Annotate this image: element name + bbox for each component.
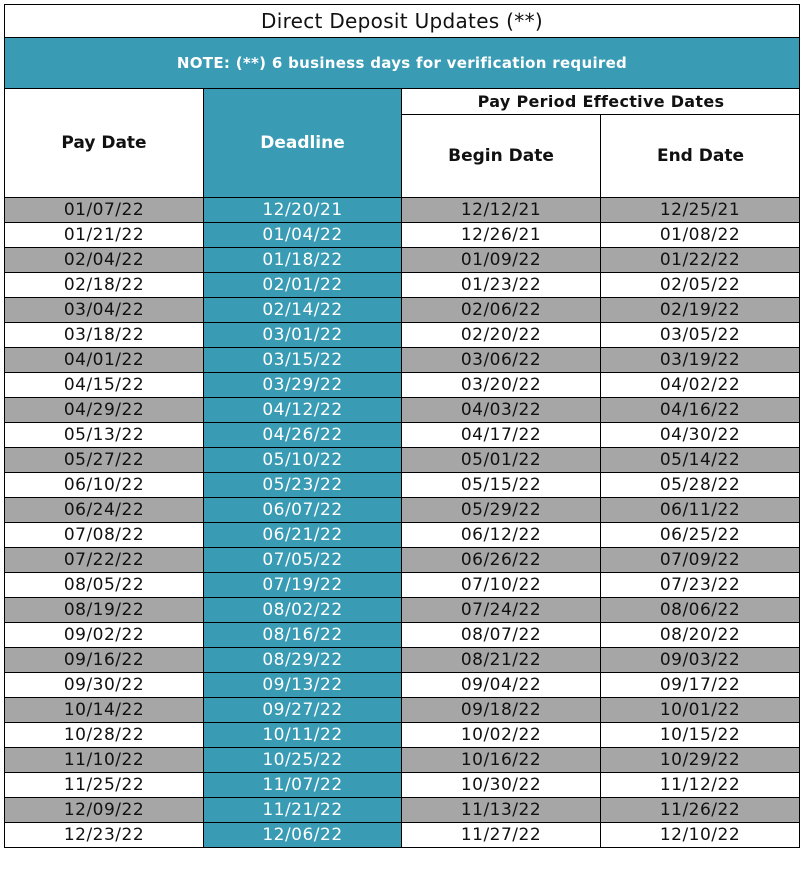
pay-date-cell: 02/18/22	[5, 273, 204, 297]
begin-date-cell: 10/02/22	[402, 723, 601, 747]
begin-date-cell: 05/29/22	[402, 498, 601, 522]
pay-date-cell: 08/19/22	[5, 598, 204, 622]
table-row	[5, 248, 799, 273]
table-row	[5, 273, 799, 298]
direct-deposit-table	[4, 4, 800, 848]
deadline-cell: 10/11/22	[204, 723, 402, 747]
table-row	[5, 748, 799, 773]
begin-date-cell: 11/27/22	[402, 823, 601, 847]
deadline-cell: 01/04/22	[204, 223, 402, 247]
end-date-cell: 07/09/22	[601, 548, 799, 572]
table-row	[5, 648, 799, 673]
end-date-cell: 04/30/22	[659, 425, 741, 445]
begin-date-cell: 04/03/22	[402, 398, 601, 422]
table-row	[5, 498, 799, 523]
pay-date-cell: 09/16/22	[5, 648, 204, 672]
deadline-cell: 03/29/22	[204, 373, 402, 397]
table-row	[5, 223, 799, 248]
end-date-cell: 10/15/22	[659, 725, 741, 745]
deadline-cell: 09/13/22	[204, 673, 402, 697]
begin-date-cell: 09/04/22	[402, 673, 601, 697]
pay-date-cell: 04/29/22	[5, 398, 204, 422]
table-row	[5, 373, 799, 398]
end-date-cell: 04/02/22	[659, 375, 741, 395]
end-date-cell: 12/10/22	[659, 825, 741, 845]
begin-date-cell: 01/23/22	[402, 273, 601, 297]
end-date-cell: 12/25/21	[601, 198, 799, 222]
deadline-cell: 08/29/22	[204, 648, 402, 672]
pay-date-cell: 04/15/22	[5, 373, 204, 397]
begin-date-cell: 03/20/22	[402, 373, 601, 397]
pay-date-cell: 03/04/22	[5, 298, 204, 322]
pay-date-cell: 09/02/22	[5, 623, 204, 647]
table-row	[5, 298, 799, 323]
table-row	[5, 773, 799, 798]
end-date-cell: 03/19/22	[601, 348, 799, 372]
pay-date-cell: 02/04/22	[5, 248, 204, 272]
table-row	[5, 573, 799, 598]
table-row	[5, 473, 799, 498]
table-row	[5, 698, 799, 723]
end-date-cell: 09/03/22	[601, 648, 799, 672]
table-row	[5, 198, 799, 223]
end-date-cell: 05/28/22	[659, 475, 741, 495]
deadline-cell: 04/26/22	[204, 423, 402, 447]
deadline-cell: 07/19/22	[204, 573, 402, 597]
deadline-cell: 08/16/22	[204, 623, 402, 647]
table-row	[5, 448, 799, 473]
begin-date-cell: 06/12/22	[402, 523, 601, 547]
pay-date-cell: 06/10/22	[5, 473, 204, 497]
end-date-cell: 01/08/22	[659, 225, 741, 245]
pay-date-cell: 01/07/22	[5, 198, 204, 222]
header-deadline: Deadline	[204, 89, 402, 197]
begin-date-cell: 06/26/22	[402, 548, 601, 572]
begin-date-cell: 05/15/22	[402, 473, 601, 497]
pay-date-cell: 11/25/22	[5, 773, 204, 797]
deadline-cell: 02/14/22	[204, 298, 402, 322]
deadline-cell: 06/21/22	[204, 523, 402, 547]
begin-date-cell: 12/26/21	[402, 223, 601, 247]
pay-date-cell: 09/30/22	[5, 673, 204, 697]
begin-date-cell: 10/30/22	[402, 773, 601, 797]
end-date-cell: 06/25/22	[659, 525, 741, 545]
end-date-cell: 01/22/22	[601, 248, 799, 272]
deadline-cell: 06/07/22	[204, 498, 402, 522]
end-date-cell: 02/19/22	[601, 298, 799, 322]
begin-date-cell: 07/24/22	[402, 598, 601, 622]
verification-note: NOTE: (**) 6 business days for verification required	[4, 37, 800, 89]
table-row	[5, 348, 799, 373]
begin-date-cell: 04/17/22	[402, 423, 601, 447]
begin-date-cell: 02/06/22	[402, 298, 601, 322]
table-title: Direct Deposit Updates (**)	[4, 4, 800, 37]
end-date-cell: 02/05/22	[659, 275, 741, 295]
pay-date-cell: 05/27/22	[5, 448, 204, 472]
pay-date-cell: 04/01/22	[5, 348, 204, 372]
deadline-cell: 11/07/22	[204, 773, 402, 797]
table-row	[5, 798, 799, 823]
begin-date-cell: 08/07/22	[402, 623, 601, 647]
begin-date-cell: 02/20/22	[402, 323, 601, 347]
table-row	[5, 823, 799, 848]
begin-date-cell: 08/21/22	[402, 648, 601, 672]
pay-date-cell: 12/23/22	[5, 823, 204, 847]
begin-date-cell: 09/18/22	[402, 698, 601, 722]
pay-date-cell: 01/21/22	[5, 223, 204, 247]
end-date-cell: 11/26/22	[601, 798, 799, 822]
deadline-cell: 01/18/22	[204, 248, 402, 272]
begin-date-cell: 12/12/21	[402, 198, 601, 222]
deadline-cell: 08/02/22	[204, 598, 402, 622]
pay-date-cell: 06/24/22	[5, 498, 204, 522]
end-date-cell: 09/17/22	[659, 675, 741, 695]
begin-date-cell: 03/06/22	[402, 348, 601, 372]
deadline-cell: 02/01/22	[204, 273, 402, 297]
deadline-cell: 05/10/22	[204, 448, 402, 472]
pay-date-cell: 12/09/22	[5, 798, 204, 822]
pay-date-cell: 11/10/22	[5, 748, 204, 772]
deadline-cell: 07/05/22	[204, 548, 402, 572]
header-end-date: End Date	[656, 146, 745, 166]
table-row	[5, 398, 799, 423]
pay-date-cell: 07/22/22	[5, 548, 204, 572]
end-date-cell: 04/16/22	[601, 398, 799, 422]
deadline-cell: 10/25/22	[204, 748, 402, 772]
table-header	[4, 89, 800, 197]
header-begin-date: Begin Date	[402, 115, 601, 197]
end-date-cell: 06/11/22	[601, 498, 799, 522]
end-date-cell: 11/12/22	[659, 775, 741, 795]
header-pay-date: Pay Date	[5, 89, 204, 197]
table-row	[5, 548, 799, 573]
table-row	[5, 723, 799, 748]
deadline-cell: 05/23/22	[204, 473, 402, 497]
pay-date-cell: 10/14/22	[5, 698, 204, 722]
end-date-cell: 10/29/22	[601, 748, 799, 772]
end-date-cell: 03/05/22	[659, 325, 741, 345]
pay-date-cell: 08/05/22	[5, 573, 204, 597]
end-date-cell: 07/23/22	[659, 575, 741, 595]
end-date-cell: 08/06/22	[601, 598, 799, 622]
table-row	[5, 523, 799, 548]
pay-date-cell: 10/28/22	[5, 723, 204, 747]
deadline-cell: 09/27/22	[204, 698, 402, 722]
header-pay-period-group: Pay Period Effective Dates	[402, 89, 800, 115]
table-row	[5, 623, 799, 648]
end-date-cell: 10/01/22	[601, 698, 799, 722]
deadline-cell: 12/06/22	[204, 823, 402, 847]
deadline-cell: 04/12/22	[204, 398, 402, 422]
table-body	[4, 197, 800, 848]
end-date-cell: 05/14/22	[601, 448, 799, 472]
begin-date-cell: 05/01/22	[402, 448, 601, 472]
begin-date-cell: 11/13/22	[402, 798, 601, 822]
pay-date-cell: 03/18/22	[5, 323, 204, 347]
table-row	[5, 598, 799, 623]
pay-date-cell: 07/08/22	[5, 523, 204, 547]
deadline-cell: 12/20/21	[204, 198, 402, 222]
table-row	[5, 323, 799, 348]
pay-date-cell: 05/13/22	[5, 423, 204, 447]
end-date-cell: 08/20/22	[659, 625, 741, 645]
table-row	[5, 673, 799, 698]
deadline-cell: 03/15/22	[204, 348, 402, 372]
begin-date-cell: 01/09/22	[402, 248, 601, 272]
deadline-cell: 11/21/22	[204, 798, 402, 822]
begin-date-cell: 07/10/22	[402, 573, 601, 597]
deadline-cell: 03/01/22	[204, 323, 402, 347]
begin-date-cell: 10/16/22	[402, 748, 601, 772]
table-row	[5, 423, 799, 448]
